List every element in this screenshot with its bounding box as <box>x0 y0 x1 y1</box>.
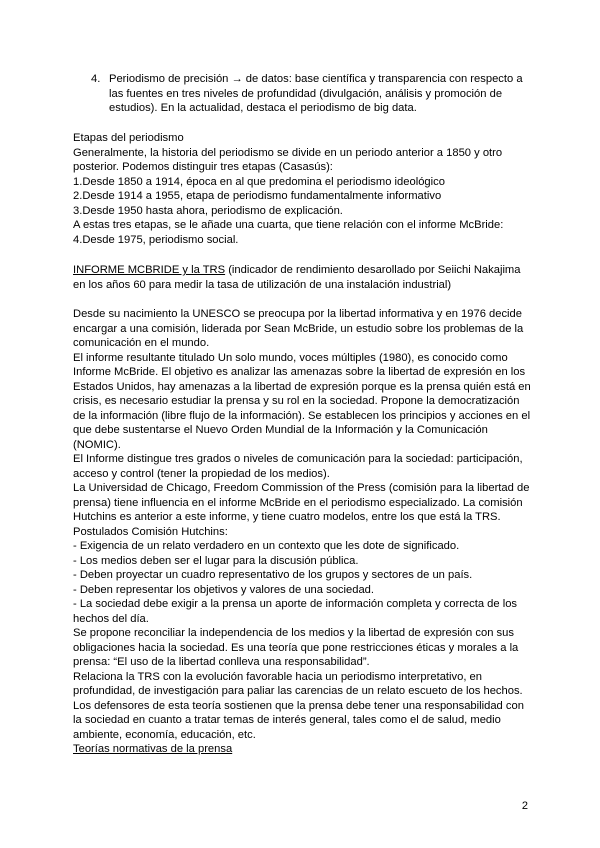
list-item-text: Periodismo de precisión → de datos: base científica y transparencia con respecto a las fuentes en tres niveles de profundidad (divulgación, análisis y promoción de estudios). En la actualidad, destaca el periodismo de big data. <box>109 73 523 114</box>
informe-heading-note: (indicador de rendimiento desarollado por Seiichi Nakajima en los años 60 para medir la tasa de utilización de una instalación industrial) <box>73 264 521 291</box>
paragraph-unesco: Desde su nacimiento la UNESCO se preocupa por la libertad informativa y en 1976 decide encargar a una comisión, liderada por Sean McBride, un estudio sobre los problemas de la comunicación en el mundo. <box>73 308 524 349</box>
paragraph-informe: El informe resultante titulado Un solo mundo, voces múltiples (1980), es conocido como Informe McBride. El objetivo es analizar las amenazas sobre la libertad de expresión en los Estados Unidos, hay amenazas a la libertad de expresión porque es la prensa quién está en crisis, es necesario estudiar la prensa y su rol en la sociedad. Propone la democratización de la información (libre flujo de la información). Se establecen los principios y acciones en el que debe sustentarse el Nuevo Orden Mundial de la Información y la Comunicación (NOMIC). <box>73 351 531 451</box>
etapas-section <box>73 131 535 247</box>
postulado-4: - Deben representar los objetivos y valores de una sociedad. <box>73 583 374 596</box>
paragraph-defensores: Los defensores de esta teoría sostienen que la prensa debe tener una responsabilidad con la sociedad en cuanto a tratar temas de interés general, tales como el de salud, medio ambiente, economía, educación, etc. <box>73 699 524 741</box>
paragraph-chicago: La Universidad de Chicago, Freedom Commission of the Press (comisión para la libertad de prensa) tiene influencia en el informe McBride en el periodismo especializado. La comisión Hutchins es anterior a este informe, y tiene cuatro modelos, entre los que está la TRS. <box>73 482 530 523</box>
etapas-heading: Etapas del periodismo <box>73 132 184 144</box>
informe-heading: INFORME MCBRIDE y la TRS <box>73 264 226 276</box>
postulado-3: - Deben proyectar un cuadro representativo de los grupos y sectores de un país. <box>73 569 473 581</box>
postulados-heading: Postulados Comisión Hutchins: <box>73 525 228 538</box>
list-number: 4. <box>91 73 101 85</box>
paragraph-grados: El Informe distingue tres grados o niveles de comunicación para la sociedad: participación, acceso y control (tener la propiedad de los medios). <box>73 453 523 480</box>
etapa-2: 2.Desde 1914 a 1955, etapa de periodismo fundamentalmente informativo <box>73 190 442 202</box>
teorias-heading: Teorías normativas de la prensa <box>73 743 233 755</box>
paragraph-relaciona: Relaciona la TRS con la evolución favorable hacia un periodismo interpretativo, en profundidad, de investigación para paliar las carencias de un relato escueto de los hechos. <box>73 670 523 697</box>
postulado-2: - Los medios deben ser el lugar para la discusión pública. <box>73 554 359 567</box>
informe-heading-paragraph <box>73 263 535 292</box>
etapa-3: 3.Desde 1950 hasta ahora, periodismo de explicación. <box>73 204 343 217</box>
paragraph-reconciliar: Se propone reconciliar la independencia de los medios y la libertad de expresión con sus obligaciones hacia la sociedad. Es una teoría que pone restricciones éticas y morales a la prensa: “El uso de la libertad conlleva una responsabilidad”. <box>73 627 519 668</box>
etapas-cuarta: A estas tres etapas, se le añade una cuarta, que tiene relación con el informe McBride: <box>73 219 504 231</box>
page-number: 2 <box>521 800 528 812</box>
etapas-intro: Generalmente, la historia del periodismo se divide en un periodo anterior a 1850 y otro posterior. Podemos distinguir tres etapas (Casasús): <box>73 146 503 173</box>
postulado-1: - Exigencia de un relato verdadero en un contexto que les dote de significado. <box>73 540 460 552</box>
etapa-4: 4.Desde 1975, periodismo social. <box>73 233 239 246</box>
informe-body <box>73 307 535 757</box>
postulado-5: - La sociedad debe exigir a la prensa un aporte de información completa y correcta de los hechos del día. <box>73 598 518 625</box>
etapa-1: 1.Desde 1850 a 1914, época en al que predomina el periodismo ideológico <box>73 175 445 188</box>
